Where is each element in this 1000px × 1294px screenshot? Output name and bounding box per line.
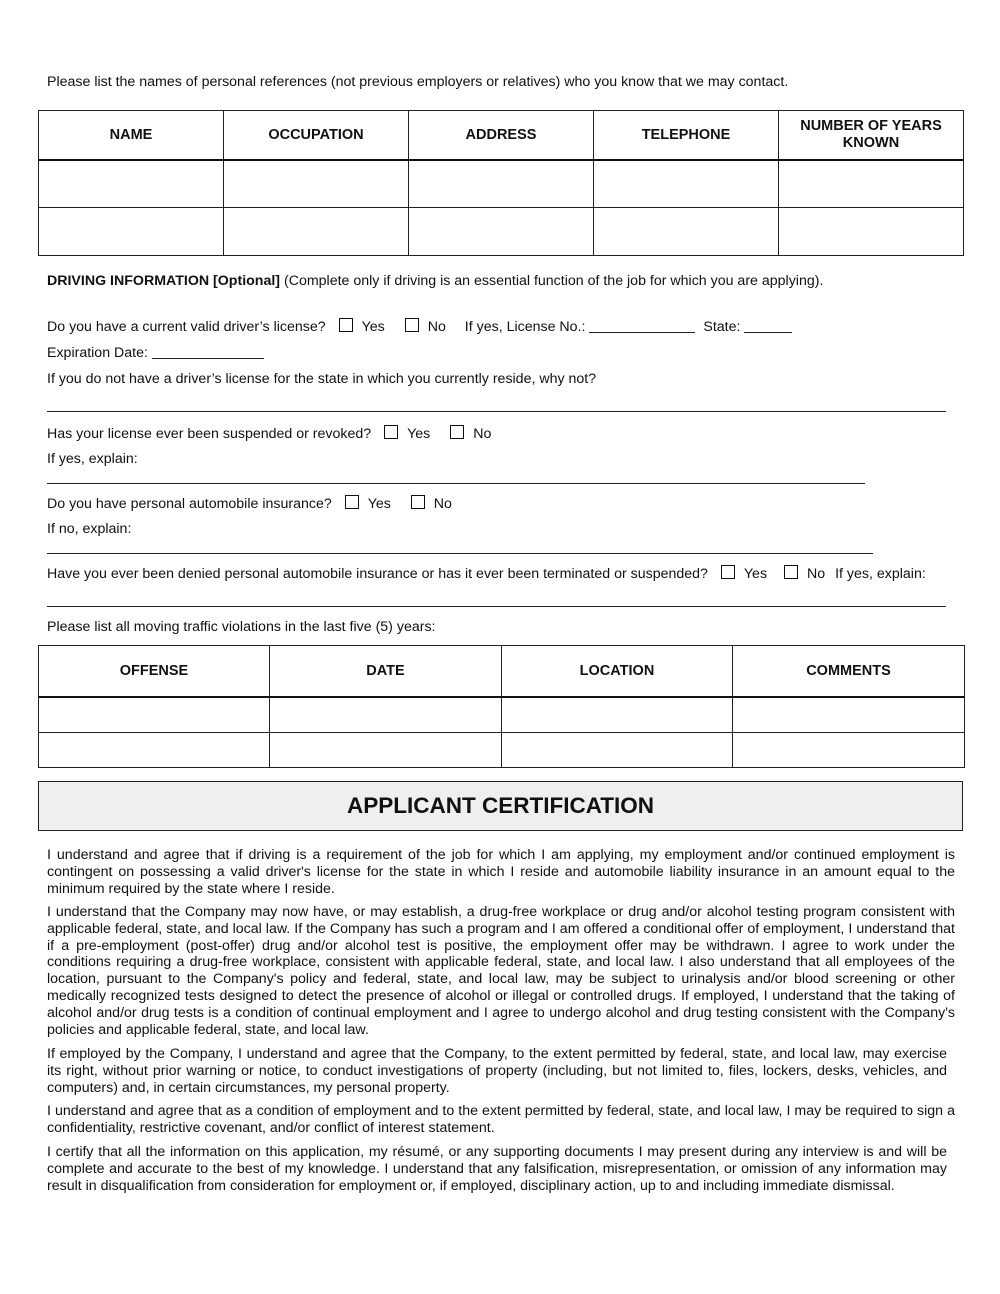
denied-row: [47, 565, 926, 582]
reference-name-cell[interactable]: [39, 208, 224, 256]
location-cell[interactable]: [502, 697, 733, 733]
denied-no-label: No: [807, 566, 826, 582]
insurance-row: [47, 495, 452, 512]
denied-question: Have you ever been denied personal automobile insurance or has it ever been terminated or suspended?: [47, 566, 708, 582]
table-row: [39, 733, 965, 768]
date-cell[interactable]: [270, 733, 502, 768]
header-date: DATE: [270, 646, 502, 697]
insurance-yes-checkbox[interactable]: [345, 495, 359, 509]
date-cell[interactable]: [270, 697, 502, 733]
expiration-row: [47, 345, 264, 361]
certification-title: APPLICANT CERTIFICATION: [346, 793, 655, 818]
header-offense: OFFENSE: [39, 646, 270, 697]
suspended-no-checkbox[interactable]: [450, 425, 464, 439]
reference-telephone-cell[interactable]: [594, 160, 779, 208]
license-question: Do you have a current valid driver’s license?: [47, 319, 326, 335]
denied-no-checkbox[interactable]: [784, 565, 798, 579]
driving-heading-note: (Complete only if driving is an essential function of the job for which you are applying).: [283, 273, 824, 289]
driving-heading-bold: DRIVING INFORMATION [Optional]: [47, 273, 281, 289]
location-cell[interactable]: [502, 733, 733, 768]
reference-name-cell[interactable]: [39, 160, 224, 208]
comments-cell[interactable]: [733, 697, 965, 733]
license-number-field[interactable]: [589, 319, 695, 333]
violations-intro: Please list all moving traffic violations in the last five (5) years:: [47, 619, 436, 635]
expiration-label: Expiration Date:: [47, 345, 148, 361]
references-intro: Please list the names of personal references (not previous employers or relatives) who you know that we may contact.: [47, 74, 789, 90]
header-years-known: NUMBER OF YEARS KNOWN: [779, 111, 964, 160]
denied-yes-checkbox[interactable]: [721, 565, 735, 579]
comments-cell[interactable]: [733, 733, 965, 768]
denied-yes-label: Yes: [743, 566, 768, 582]
expiration-date-field[interactable]: [152, 345, 264, 359]
no-license-question: If you do not have a driver’s license for the state in which you currently reside, why not?: [47, 371, 597, 387]
suspended-yes-label: Yes: [407, 426, 431, 442]
insurance-explain-line[interactable]: [47, 553, 873, 554]
suspended-row: [47, 425, 491, 442]
certification-paragraph-accuracy: I certify that all the information on this application, my résumé, or any supporting documents I may present during any interview is and will be complete and accurate to the best of my knowledge. I understand that any falsification, misrepresentation, or omission of any information may result in disqualification from consideration for employment or, if employed, disciplinary action, up to and including immediate dismissal.: [47, 1144, 947, 1194]
suspended-yes-checkbox[interactable]: [384, 425, 398, 439]
reference-address-cell[interactable]: [409, 208, 594, 256]
license-no-label: No: [427, 319, 446, 335]
header-comments: COMMENTS: [733, 646, 965, 697]
insurance-explain-label: If no, explain:: [47, 521, 132, 537]
license-question-row: [47, 318, 792, 335]
certification-paragraph-confidentiality: I understand and agree that as a condition of employment and to the extent permitted by federal, state, and local law, I may be required to sign a confidentiality, restrictive covenant, and/or conflict of interest statement.: [47, 1103, 955, 1136]
reference-years-cell[interactable]: [779, 208, 964, 256]
insurance-yes-label: Yes: [367, 496, 391, 512]
violations-table: [38, 645, 965, 768]
reference-occupation-cell[interactable]: [224, 208, 409, 256]
header-address: ADDRESS: [409, 111, 594, 160]
suspended-no-label: No: [473, 426, 492, 442]
denied-explain-label: If yes, explain:: [835, 566, 926, 582]
license-number-label: If yes, License No.:: [464, 319, 586, 335]
suspended-explain-label: If yes, explain:: [47, 451, 138, 467]
references-table: [38, 110, 964, 256]
insurance-question: Do you have personal automobile insurance?: [47, 496, 332, 512]
insurance-no-label: No: [433, 496, 452, 512]
certification-paragraph-drug-free: I understand that the Company may now have, or may establish, a drug-free workplace or drug and/or alcohol testing program consistent with applicable federal, state, and local law. If the Company has such a program and I am offered a conditional offer of employment, I understand that if a pre-employment (post-offer) drug and/or alcohol test is positive, the employment offer may be withdrawn. I agree to work under the conditions requiring a drug-free workplace, consistent with applicable federal, state, and local law. I also understand that all employees of the location, pursuant to the Company's policy and federal, state, and local law, may be subject to urinalysis and/or blood screening or other medically recognized tests designed to detect the presence of alcohol or illegal or controlled drugs. If employed, I understand that the taking of alcohol and/or drug tests is a condition of continual employment and I agree to undergo alcohol and drug testing consistent with the Company's policies and applicable federal, state, and local law.: [47, 904, 955, 1038]
insurance-no-checkbox[interactable]: [411, 495, 425, 509]
table-row: [39, 160, 964, 208]
reference-years-cell[interactable]: [779, 160, 964, 208]
driving-heading: [47, 273, 823, 289]
certification-banner: [38, 781, 963, 831]
table-row: [39, 697, 965, 733]
header-occupation: OCCUPATION: [224, 111, 409, 160]
offense-cell[interactable]: [39, 733, 270, 768]
no-license-answer-line[interactable]: [47, 411, 946, 412]
license-yes-label: Yes: [361, 319, 385, 335]
state-label: State:: [703, 319, 741, 335]
state-field[interactable]: [744, 319, 792, 333]
table-row: [39, 208, 964, 256]
header-telephone: TELEPHONE: [594, 111, 779, 160]
suspended-explain-line[interactable]: [47, 483, 865, 484]
reference-address-cell[interactable]: [409, 160, 594, 208]
header-name: NAME: [39, 111, 224, 160]
license-no-checkbox[interactable]: [405, 318, 419, 332]
certification-paragraph-driving: I understand and agree that if driving is a requirement of the job for which I am applying, my employment and/or continued employment is contingent on possessing a valid driver's license for the state in which I reside and automobile liability insurance in an amount equal to the minimum required by the state where I reside.: [47, 847, 955, 897]
reference-telephone-cell[interactable]: [594, 208, 779, 256]
reference-occupation-cell[interactable]: [224, 160, 409, 208]
license-yes-checkbox[interactable]: [339, 318, 353, 332]
denied-explain-line[interactable]: [47, 606, 946, 607]
suspended-question: Has your license ever been suspended or revoked?: [47, 426, 372, 442]
offense-cell[interactable]: [39, 697, 270, 733]
header-location: LOCATION: [502, 646, 733, 697]
certification-paragraph-investigations: If employed by the Company, I understand and agree that the Company, to the extent permitted by federal, state, and local law, may exercise its right, without prior warning or notice, to conduct investigations of property (including, but not limited to, files, lockers, desks, vehicles, and computers) and, in certain circumstances, my personal property.: [47, 1046, 947, 1096]
